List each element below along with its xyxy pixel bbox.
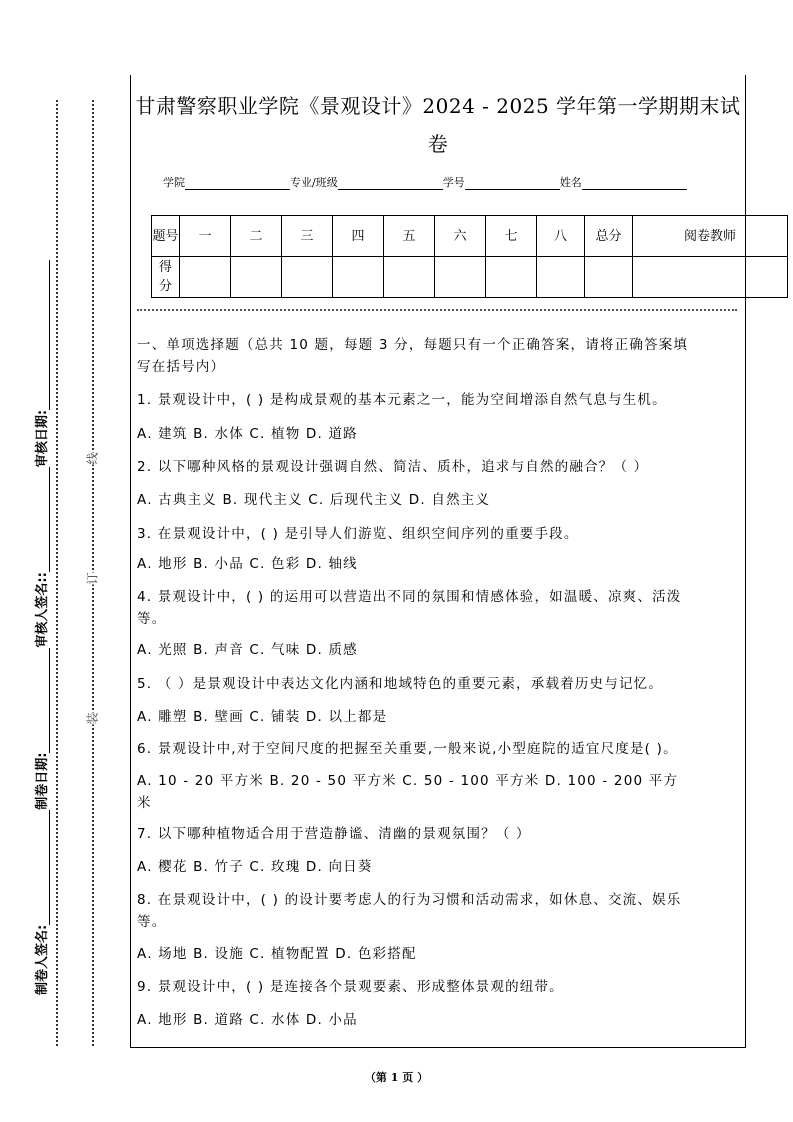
score-cell[interactable] <box>384 257 435 298</box>
question-text: 8. 在景观设计中，( ) 的设计要考虑人的行为习惯和活动需求，如休息、交流、娱乐 <box>137 892 682 908</box>
score-cell[interactable] <box>486 257 537 298</box>
score-cell[interactable] <box>231 257 282 298</box>
score-cell[interactable] <box>180 257 231 298</box>
header-cell: 五 <box>384 216 435 257</box>
header-cell: 六 <box>435 216 486 257</box>
binding-ding: 订 <box>85 572 100 585</box>
header-cell: 二 <box>231 216 282 257</box>
binding-line-outer <box>56 100 58 1046</box>
question-text: 9. 景观设计中，( ) 是连接各个景观要素、形成整体景观的纽带。 <box>137 979 564 995</box>
reviewer-signature-label: 审核人签名:: <box>35 572 50 648</box>
signature-strip <box>30 90 50 1050</box>
question-text: 等。 <box>137 611 167 627</box>
college-field[interactable] <box>185 177 290 190</box>
binding-zhuang: 装 <box>85 712 100 725</box>
exam-title-cont: 卷 <box>427 132 449 156</box>
answer-options: A. 地形 B. 道路 C. 水体 D. 小品 <box>137 1012 358 1028</box>
question-text: 等。 <box>137 914 167 930</box>
header-cell: 七 <box>486 216 537 257</box>
binding-xian: 线 <box>85 452 100 465</box>
score-cell[interactable] <box>537 257 585 298</box>
maker-signature-field[interactable] <box>39 810 50 925</box>
answer-options: A. 10 - 20 平方米 B. 20 - 50 平方米 C. 50 - 100 平方米 D. 100 - 200 平方 <box>137 773 679 789</box>
score-cell[interactable] <box>435 257 486 298</box>
question-text: 6. 景观设计中,对于空间尺度的把握至关重要,一般来说,小型庭院的适宜尺度是( )。 <box>137 741 678 757</box>
score-cell[interactable] <box>333 257 384 298</box>
question-text: 1. 景观设计中，( ) 是构成景观的基本元素之一，能为空间增添自然气息与生机。 <box>137 392 667 408</box>
dotted-separator <box>137 309 737 311</box>
major-class-label: 专业/班级 <box>290 176 338 189</box>
answer-options: A. 光照 B. 声音 C. 气味 D. 质感 <box>137 642 358 658</box>
review-date-label: 审核日期: <box>35 409 50 468</box>
name-label: 姓名 <box>559 176 582 189</box>
name-field[interactable] <box>582 177 687 190</box>
question-text: 5. （ ）是景观设计中表达文化内涵和地域特色的重要元素，承载着历史与记忆。 <box>137 676 664 692</box>
header-cell: 三 <box>282 216 333 257</box>
question-text: 7. 以下哪种植物适合用于营造静谧、清幽的景观氛围？（ ） <box>137 826 531 842</box>
header-cell: 一 <box>180 216 231 257</box>
score-cell[interactable] <box>585 257 633 298</box>
answer-options: A. 场地 B. 设施 C. 植物配置 D. 色彩搭配 <box>137 946 417 962</box>
header-cell: 总分 <box>585 216 633 257</box>
student-info <box>163 174 687 190</box>
score-cell[interactable] <box>282 257 333 298</box>
question-text: 米 <box>137 795 152 811</box>
major-class-field[interactable] <box>338 177 443 190</box>
maker-signature-label: 制卷人签名: <box>35 924 50 995</box>
question-text: 2. 以下哪种风格的景观设计强调自然、简洁、质朴，追求与自然的融合？（ ） <box>137 459 649 475</box>
make-date-label: 制卷日期: <box>35 752 50 810</box>
question-text: 3. 在景观设计中，( ) 是引导人们游览、组织空间序列的重要手段。 <box>137 526 579 542</box>
answer-options: A. 樱花 B. 竹子 C. 玫瑰 D. 向日葵 <box>137 859 373 875</box>
table-row <box>152 257 788 298</box>
reviewer-signature-field[interactable] <box>39 467 50 572</box>
header-cell: 四 <box>333 216 384 257</box>
header-cell: 题号 <box>152 216 180 257</box>
score-table <box>151 215 788 298</box>
answer-options: A. 建筑 B. 水体 C. 植物 D. 道路 <box>137 426 358 442</box>
header-cell: 八 <box>537 216 585 257</box>
student-id-field[interactable] <box>465 177 560 190</box>
answer-options: A. 古典主义 B. 现代主义 C. 后现代主义 D. 自然主义 <box>137 492 491 508</box>
header-cell: 阅卷教师 <box>633 216 788 257</box>
make-date-field[interactable] <box>39 648 50 753</box>
table-row <box>152 216 788 257</box>
answer-options: A. 雕塑 B. 壁画 C. 铺装 D. 以上都是 <box>137 709 388 725</box>
college-label: 学院 <box>163 176 185 189</box>
exam-title: 甘肃警察职业学院《景观设计》2024 - 2025 学年第一学期期末试 <box>135 94 741 118</box>
score-label-cell: 得分 <box>152 257 180 298</box>
page-number: （第 1 页 ） <box>364 1071 429 1084</box>
review-date-field[interactable] <box>39 260 50 410</box>
section-heading: 一、单项选择题（总共 10 题，每题 3 分，每题只有一个正确答案，请将正确答案填 <box>137 337 689 353</box>
student-id-label: 学号 <box>442 176 465 189</box>
question-text: 4. 景观设计中，( ) 的运用可以营造出不同的氛围和情感体验，如温暖、凉爽、活泼 <box>137 589 682 605</box>
section-heading-cont: 写在括号内） <box>137 359 226 375</box>
score-cell[interactable] <box>633 257 788 298</box>
answer-options: A. 地形 B. 小品 C. 色彩 D. 轴线 <box>137 556 358 572</box>
